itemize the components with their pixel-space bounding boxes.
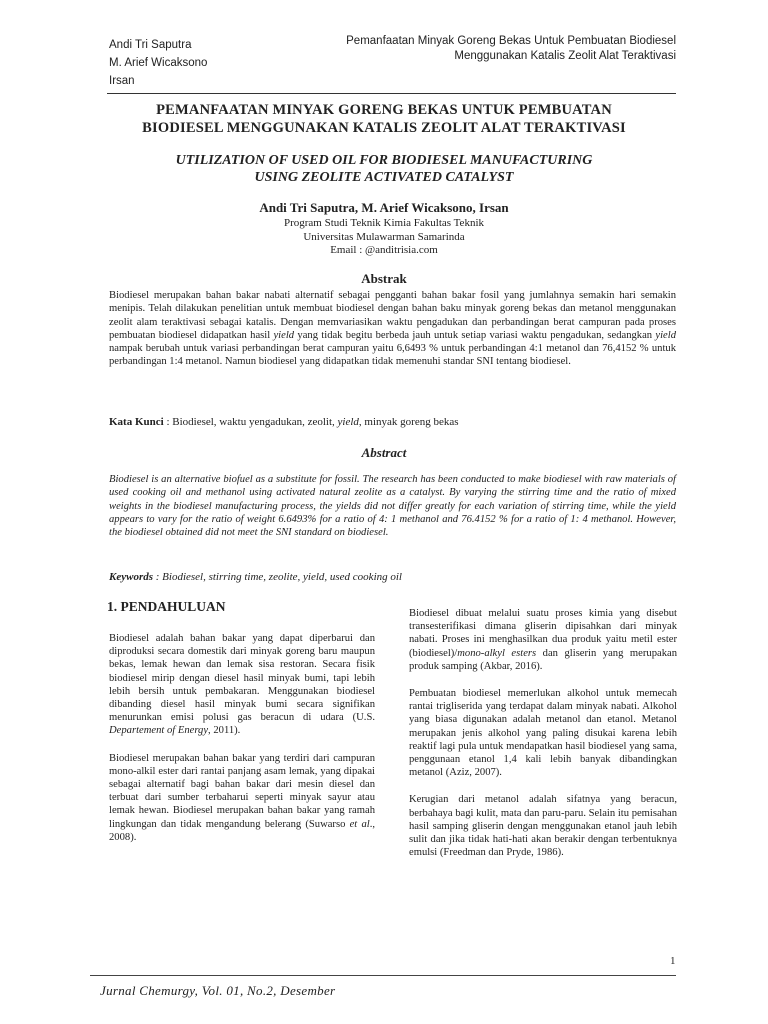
footer-divider — [90, 975, 676, 976]
paragraph-2 — [109, 752, 375, 844]
header-author-1: Andi Tri Saputra — [109, 39, 192, 51]
author-email: Email : @anditrisia.com — [330, 244, 438, 256]
affiliation-university: Universitas Mulawarman Samarinda — [303, 230, 465, 243]
paper-title-indonesian — [100, 101, 668, 137]
running-title-line-1: Pemanfaatan Minyak Goreng Bekas Untuk Pembuatan Biodiesel — [346, 35, 676, 47]
p2-italic: et al — [349, 818, 370, 830]
section-heading-pendahuluan: 1. PENDAHULUAN — [107, 599, 226, 614]
p2-text-a: Biodiesel merupakan bahan bakar yang terdiri dari campuran mono-alkil ester dari rantai panjang asam lemak, yang dipakai sebagai alternatif bagi bahan bakar dari mesin diesel dan terbuat dari sumber terbaharui seperti minyak sayur atau lemak hewan. Biodiesel merupakan bahan bakar yang ramah lingkungan dan tidak mengandung belerang (Suwarso — [109, 752, 375, 830]
paragraph-4: Pembuatan biodiesel memerlukan alkohol untuk memecah rantai trigliserida yang terdapat dalam minyak nabati. Alkohol yang biasa digunakan adalah metanol dan etanol. Metanol merupakan jenis alkohol yang paling disukai karena lebih reaktif lagi pula untuk mendapatkan hasil biodiesel yang sama, penggunaan etanol 1,4 kali lebih banyak dibandingkan metanol (Aziz, 2007). — [409, 688, 677, 779]
title-id-line-2: BIODIESEL MENGGUNAKAN KATALIS ZEOLIT ALAT TERAKTIVASI — [142, 120, 626, 136]
kata-kunci-label: Kata Kunci — [109, 416, 164, 428]
paper-title-english — [100, 152, 668, 186]
keywords-text: : Biodiesel, stirring time, zeolite, yield, used cooking oil — [155, 571, 402, 583]
p3-text-b: dan gliserin yang merupakan produk samping (Akbar, 2016). — [409, 647, 677, 672]
author-list: Andi Tri Saputra, M. Arief Wicaksono, Irsan — [259, 200, 509, 215]
p1-italic: Departement of Energy — [109, 725, 209, 737]
abstrak-body — [109, 289, 676, 369]
header-author-3: Irsan — [109, 75, 135, 87]
abstrak-text-2: yang tidak begitu berbeda jauh untuk setiap variasi waktu pengadukan, sedangkan — [294, 329, 656, 341]
title-en-line-2: USING ZEOLITE ACTIVATED CATALYST — [254, 170, 514, 185]
abstract-body: Biodiesel is an alternative biofuel as a substitute for fossil. The research has been conducted to make biodiesel with raw materials of used cooking oil and methanol using activated natural zeolite as a catalyst. By varying the stirring time and the ratio of mixed weights in the biodiesel manufacturing process, the yields did not differ greatly for each variation of stirring time, while the yield appears to vary for the ratio of weight 6.6493% for a ratio of 4: 1 methanol and 76.4152 % for a ratio of 1: 4 methanol. However, the biodiesel obtained did not meet the SNI standard on biodiesel. — [109, 474, 676, 539]
abstrak-text-3: nampak berubah untuk variasi perbandingan berat campuran yaitu 6,6493 % untuk perbandingan 4:1 metanol dan 76,4152 % untuk perbandingan 1:4 metanol. Namun biodiesel yang didapatkan tidak memenuhi standar SNI tentang biodiesel. — [109, 343, 676, 368]
keywords-label: Keywords — [109, 571, 153, 583]
left-column — [109, 632, 375, 858]
journal-footer: Jurnal Chemurgy, Vol. 01, No.2, Desember — [100, 983, 336, 998]
affiliation — [100, 217, 668, 258]
page-number: 1 — [670, 955, 676, 967]
p1-text-b: , 2011). — [208, 725, 241, 737]
header-author-2: M. Arief Wicaksono — [109, 57, 208, 69]
header-authors — [109, 36, 207, 90]
title-id-line-1: PEMANFAATAN MINYAK GORENG BEKAS UNTUK PEMBUATAN — [156, 102, 612, 118]
kata-kunci-text-2: , minyak goreng bekas — [358, 416, 459, 428]
abstrak-yield-term-2: yield — [655, 329, 676, 341]
p3-text-a: Biodiesel dibuat melalui suatu proses kimia yang disebut transesterifikasi dimana gliserin dipisahkan dari minyak nabati. Proses ini menghasilkan dua produk yaitu metil ester (biodiesel)/ — [409, 608, 677, 659]
kata-kunci-yield: yield — [337, 416, 359, 428]
paragraph-5: Kerugian dari metanol adalah sifatnya yang beracun, berbahaya bagi kulit, mata dan paru-paru. Selain itu pemisahan hasil samping gliserin dengan menggunakan etanol jauh lebih sulit dan jika tidak hati-hati akan berakir dengan terbentuknya emulsi (Freedman dan Pryde, 1986). — [409, 794, 677, 859]
paragraph-3 — [409, 607, 677, 673]
kata-kunci-text-1: : Biodiesel, waktu yengadukan, zeolit, — [163, 416, 338, 428]
kata-kunci — [109, 416, 676, 428]
abstract-heading: Abstract — [361, 445, 407, 460]
paragraph-1 — [109, 632, 375, 738]
title-en-line-1: UTILIZATION OF USED OIL FOR BIODIESEL MANUFACTURING — [175, 153, 593, 168]
running-title-line-2: Menggunakan Katalis Zeolit Alat Teraktivasi — [454, 50, 676, 62]
keywords — [109, 571, 676, 583]
right-column — [409, 607, 677, 873]
affiliation-program: Program Studi Teknik Kimia Fakultas Teknik — [283, 217, 484, 229]
header-divider — [107, 93, 676, 94]
p1-text-a: Biodiesel adalah bahan bakar yang dapat diperbarui dan diproduksi secara domestik dari minyak goreng baru maupun bekas, lemak hewan dan lemak sisa restoran. Secara fisik biodiesel mirip dengan diesel hasil minyak bumi, tapi lebih lebih bersih untuk pembakaran. Menggunakan biodiesel dibanding diesel hasil minyak bumi secara signifikan menurunkan emisi polusi gas beracun di udara (U.S. — [109, 633, 375, 724]
running-title — [296, 34, 676, 64]
p3-italic: mono-alkyl esters — [457, 647, 537, 659]
p2-text-b: ., 2008). — [109, 818, 375, 843]
abstrak-text-1: Biodiesel merupakan bahan bakar nabati alternatif sebagai pengganti bahan bakar fosil yang jumlahnya semakin hari semakin menipis. Telah dilakukan penelitian untuk membuat biodiesel dengan bahan baku minyak goreng bekas dan metanol menggunakan zeolit alam teraktivasi sebagai katalis. Dengan memvariasikan waktu pengadukan dan perbandingan berat campuran pada proses pembuatan biodiesel didapatkan hasil — [109, 290, 676, 341]
abstrak-heading: Abstrak — [361, 271, 407, 286]
abstrak-yield-term-1: yield — [273, 329, 295, 341]
